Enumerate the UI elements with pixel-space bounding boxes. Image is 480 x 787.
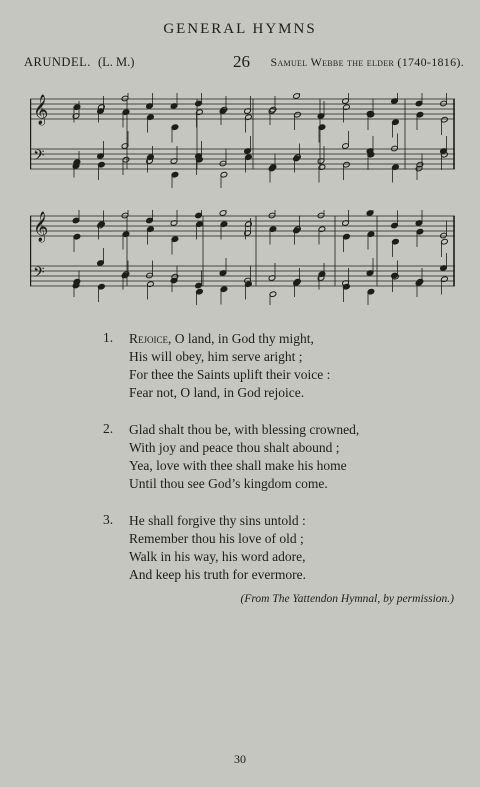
svg-text:𝄞: 𝄞 xyxy=(33,212,49,242)
verse-number: 3. xyxy=(103,512,114,527)
verse-3 xyxy=(103,512,443,584)
verse-line: Walk in his way, his word adore, xyxy=(129,549,306,564)
verse-line: Until thou see God’s kingdom come. xyxy=(129,476,328,491)
music-system-1 xyxy=(30,93,455,188)
svg-text:𝄞: 𝄞 xyxy=(33,95,49,125)
svg-text:𝄢: 𝄢 xyxy=(33,264,45,285)
verse-line: With joy and peace thou shalt abound ; xyxy=(129,440,340,455)
verse-2 xyxy=(103,421,443,493)
tune-name: ARUNDEL. xyxy=(24,55,91,69)
attribution: (From The Yattendon Hymnal, by permission.) xyxy=(240,593,454,605)
verse-line: Glad shalt thou be, with blessing crowned, xyxy=(129,422,360,437)
verse-number: 1. xyxy=(103,330,114,345)
verse-line: He shall forgive thy sins untold : xyxy=(129,513,306,528)
verse-line: Yea, love with thee shall make his home xyxy=(129,458,347,473)
verse-line: Remember thou his love of old ; xyxy=(129,531,304,546)
verse-line: Rejoice, O land, in God thy might, xyxy=(129,331,314,346)
verse-number: 2. xyxy=(103,421,114,436)
composer-name: Samuel Webbe the elder xyxy=(270,55,395,69)
hymn-number: 26 xyxy=(233,52,250,71)
verses xyxy=(103,330,443,603)
svg-text:𝄢: 𝄢 xyxy=(33,147,45,168)
composer-dates: (1740-1816). xyxy=(397,55,464,69)
verse-line: And keep his truth for evermore. xyxy=(129,567,306,582)
verse-1 xyxy=(103,330,443,402)
verse-line: His will obey, him serve aright ; xyxy=(129,349,303,364)
verse-line: For thee the Saints uplift their voice : xyxy=(129,367,331,382)
running-head: GENERAL HYMNS xyxy=(163,21,317,37)
music-system-2 xyxy=(30,210,455,305)
composer xyxy=(270,55,464,70)
page-number: 30 xyxy=(234,752,246,766)
tune-meter: (L. M.) xyxy=(98,55,135,69)
tune-header xyxy=(24,52,464,73)
verse-line: Fear not, O land, in God rejoice. xyxy=(129,385,305,400)
